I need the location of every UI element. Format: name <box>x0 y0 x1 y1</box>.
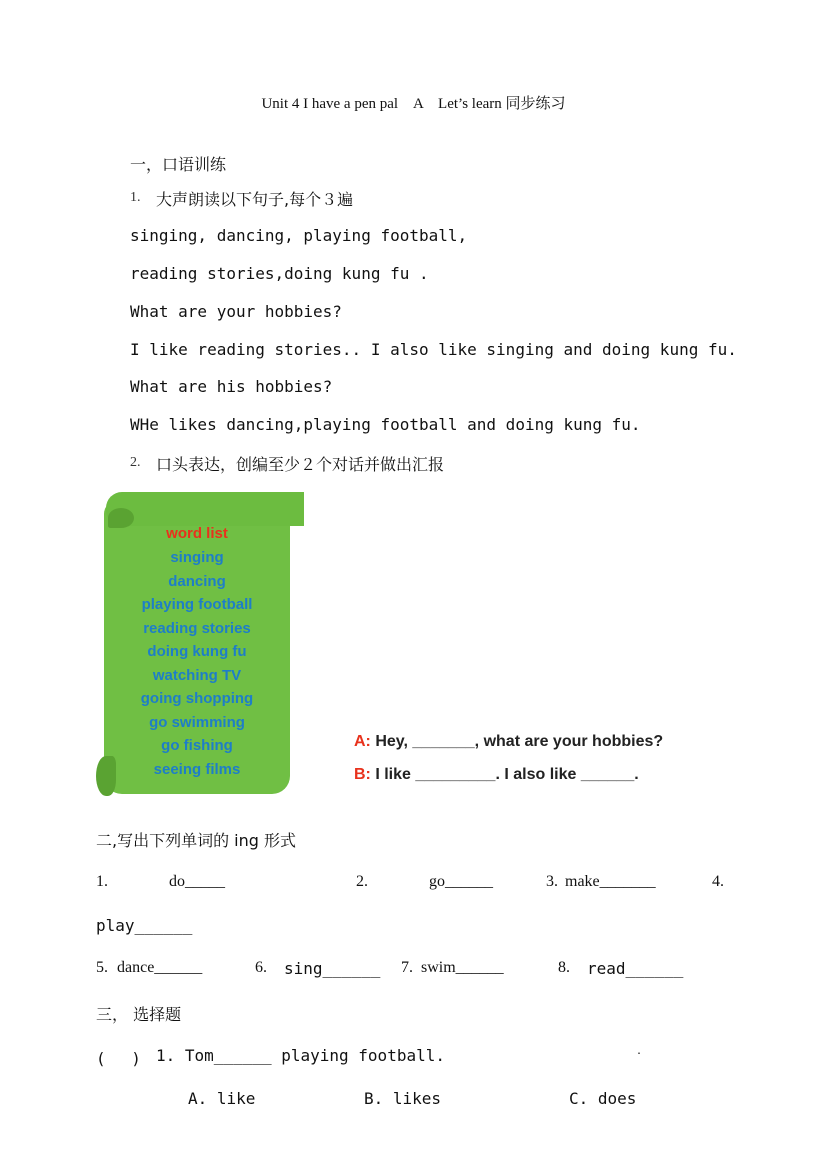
q1-stray-dot: . <box>636 1046 643 1057</box>
section1-heading: 一，口语训练 <box>130 155 227 174</box>
ing-item-1-word: do_____ <box>169 873 225 890</box>
word-list-item: dancing <box>168 572 226 590</box>
word-list-item: go fishing <box>161 737 233 754</box>
word-list-item: watching TV <box>152 666 242 684</box>
read-line-5: What are his hobbies? <box>130 377 333 396</box>
ing-item-8-word: read______ <box>587 959 684 978</box>
ing-item-2-number: 2. <box>356 873 368 890</box>
ing-item-4-word: play______ <box>96 916 193 935</box>
ing-item-3-number: 3. <box>546 873 558 890</box>
ing-item-1-number: 1. <box>96 873 108 890</box>
speaker-b-label: B: <box>354 766 371 783</box>
dialog-line-b <box>354 766 639 784</box>
ing-item-5-word: dance______ <box>117 959 203 976</box>
q1-answer-bracket: ( ) <box>96 1049 141 1068</box>
word-list-scroll <box>96 492 304 796</box>
task2-instruction: 口头表达，创编至少２个对话并做出汇报 <box>156 455 445 474</box>
task2-number: 2. <box>130 455 141 470</box>
task1-number: 1. <box>130 190 141 205</box>
word-list-item: seeing films <box>153 760 241 778</box>
read-line-2: reading stories,doing kung fu . <box>130 264 429 283</box>
speaker-a-label: A: <box>354 733 371 750</box>
dialog-b-text: I like _________. I also like ______. <box>370 766 639 783</box>
word-list-title: word list <box>166 525 228 542</box>
task1-instruction: 大声朗读以下句子,每个３遍 <box>156 190 354 209</box>
section2-heading: 二,写出下列单词的 ing 形式 <box>96 831 297 850</box>
word-list-item: doing kung fu <box>147 643 247 660</box>
ing-item-6-word: sing______ <box>284 959 381 978</box>
dialog-a-text: Hey, _______, what are your hobbies? <box>370 733 664 750</box>
ing-item-5-number: 5. <box>96 959 108 976</box>
q1-stem: 1. Tom______ playing football. <box>156 1046 445 1065</box>
q1-option-c: C. does <box>569 1089 637 1108</box>
ing-item-3-word: make_______ <box>565 873 656 890</box>
read-line-4: I like reading stories.. I also like singing and doing kung fu. <box>130 340 737 359</box>
ing-item-8-number: 8. <box>558 959 570 976</box>
word-list-item: go swimming <box>149 713 245 731</box>
word-list-item: singing <box>170 549 224 566</box>
word-list <box>104 522 290 781</box>
word-list-item: going shopping <box>140 690 254 707</box>
ing-item-7-number: 7. <box>401 959 413 976</box>
read-line-3: What are your hobbies? <box>130 302 342 321</box>
ing-item-2-word: go______ <box>429 873 493 890</box>
page-title: Unit 4 I have a pen pal A Let’s learn 同步练习 <box>261 96 566 112</box>
word-list-item: reading stories <box>143 619 251 637</box>
word-list-item: playing football <box>141 596 253 613</box>
read-line-6: WHe likes dancing,playing football and doing kung fu. <box>130 415 641 434</box>
ing-item-7-word: swim______ <box>421 959 504 976</box>
ing-item-4-number: 4. <box>712 873 724 890</box>
ing-item-6-number: 6. <box>255 959 267 976</box>
section3-heading: 三， 选择题 <box>96 1005 182 1024</box>
scroll-top-roll <box>106 492 304 526</box>
dialog-line-a <box>354 733 663 751</box>
read-line-1: singing, dancing, playing football, <box>130 226 468 245</box>
q1-option-b: B. likes <box>364 1089 442 1108</box>
q1-option-a: A. like <box>188 1089 256 1108</box>
